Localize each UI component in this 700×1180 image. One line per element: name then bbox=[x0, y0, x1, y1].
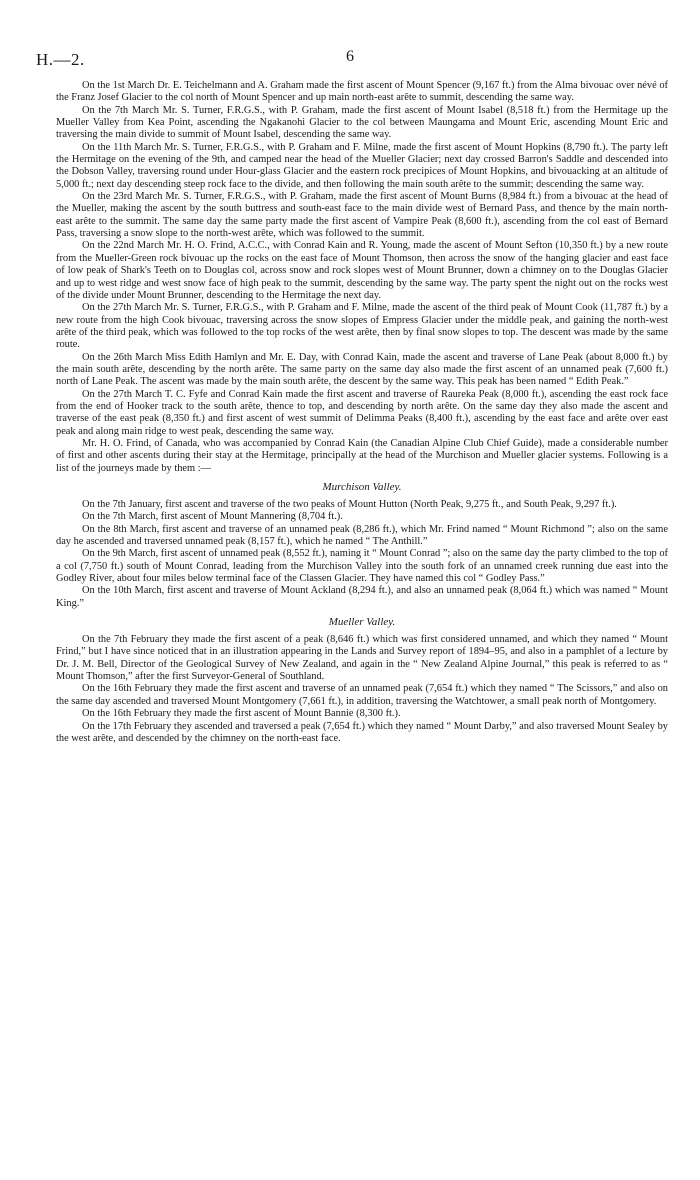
paragraph: On the 16th February they made the first ascent and traverse of an unnamed peak (7,654 ft.) which they named “ The Scissors,” and also on the same day ascended and traversed Mount Montgomery (7,661 ft.), in addition, traversing the Watchtower, a small peak north of Montgomery. bbox=[56, 683, 668, 707]
paragraph: On the 1st March Dr. E. Teichelmann and A. Graham made the first ascent of Mount Spencer (9,167 ft.) from the Alma bivouac over névé of the Franz Josef Glacier to the col north of Mount Spencer and up main north-east arête to summit, descending the same way. bbox=[56, 80, 668, 104]
paragraph: On the 9th March, first ascent of unnamed peak (8,552 ft.), naming it “ Mount Conrad ”; also on the same day the party climbed to the top of a col (7,750 ft.) south of Mount Conrad, leading from the Murchison Valley into the south fork of an unnamed creek running due east into the Godley River, about four miles below terminal face of the Classen Glacier. They have named this col “ Godley Pass.” bbox=[56, 548, 668, 585]
section-heading: Murchison Valley. bbox=[322, 481, 402, 493]
paragraph: Mr. H. O. Frind, of Canada, who was accompanied by Conrad Kain (the Canadian Alpine Club Chief Guide), made a considerable number of first and other ascents during their stay at the Hermitage, principally at the head of the Murchison and Mueller glacier systems. Following is a list of the journeys made by them :— bbox=[56, 437, 668, 474]
paragraph: On the 8th March, first ascent and traverse of an unnamed peak (8,286 ft.), which Mr. Frind named “ Mount Richmond ”; also on the same day he ascended and traversed unnamed peak (8,157 ft.), which he named “ The Anthill.” bbox=[56, 523, 668, 548]
paragraph: On the 7th March Mr. S. Turner, F.R.G.S., with P. Graham, made the first ascent of Mount Isabel (8,518 ft.) from the Hermitage up the Mueller Valley from Kea Point, ascending the Ngakanohi Glacier to the col between Maungama and Mount Eric, ascending Mount Eric and traversing the main divide to summit of Mount Isabel, descending the same way. bbox=[56, 104, 668, 141]
paragraph: On the 27th March Mr. S. Turner, F.R.G.S., with P. Graham and F. Milne, made the ascent of the third peak of Mount Cook (11,787 ft.) by a new route from the high Cook bivouac, traversing across the snow slopes of Empress Glacier under the middle peak, and gaining the north-west arête of the third peak, which was followed to the top rocks of the west arête, then by final snow slopes to top. The descent was made by the same route. bbox=[56, 302, 668, 351]
paragraph: On the 7th February they made the first ascent of a peak (8,646 ft.) which was first considered unnamed, and which they named “ Mount Frind,” but I have since noticed that in an illustration appearing in the Lands and Survey report of 1894–95, and also in a pamphlet of a lecture by Dr. J. M. Bell, Director of the Geological Survey of New Zealand, and again in the “ New Zealand Alpine Journal,” this peak is referred to as “ Mount Thomson,” after the first Surveyor-General of Southland. bbox=[56, 634, 668, 683]
document-body bbox=[56, 80, 668, 745]
paragraph: On the 27th March T. C. Fyfe and Conrad Kain made the first ascent and traverse of Raureka Peak (8,000 ft.), ascending the east rock face from the end of Hooker track to the south arête, thence to top, and descending by north arête. On the same day they also made the ascent and traverse of the east peak (8,350 ft.) and first ascent of west summit of Delimma Peaks (8,400 ft.), ascending by the east face and arête over east peak and along main ridge to west peak, descending the same way. bbox=[56, 388, 668, 437]
intro-block bbox=[56, 80, 668, 475]
page-number: 6 bbox=[346, 48, 354, 65]
paragraph: On the 16th February they made the first ascent of Mount Bannie (8,300 ft.). bbox=[82, 708, 401, 720]
paragraph: On the 26th March Miss Edith Hamlyn and Mr. E. Day, with Conrad Kain, made the ascent and traverse of Lane Peak (about 8,000 ft.) by the main south arête, descending by the north arête. The same party on the same day also made the first ascent of an unnamed peak (7,600 ft.) north of Lane Peak. The ascent was made by the main south arête, the descent by the same way. This peak has been named “ Edith Peak.” bbox=[56, 351, 668, 388]
section-heading: Mueller Valley. bbox=[328, 616, 396, 629]
document-reference: H.—2. bbox=[36, 50, 85, 69]
paragraph: On the 11th March Mr. S. Turner, F.R.G.S., with P. Graham and F. Milne, made the first ascent of Mount Hopkins (8,790 ft.). The party left the Hermitage on the evening of the 9th, and camped near the head of the Mueller Glacier; next day crossed Barron's Saddle and descended into the Dobson Valley, traversing round under Hour-glass Glacier and the eastern rock precipices of Mount Hopkins, and bivouacking at an altitude of 5,000 ft.; next day descending steep rock face to the divide, and then following the main south arête to the summit; descending the same way. bbox=[56, 141, 668, 190]
section-murchison-valley bbox=[56, 481, 668, 610]
paragraph: On the 7th March, first ascent of Mount Mannering (8,704 ft.). bbox=[82, 511, 343, 523]
paragraph: On the 7th January, first ascent and traverse of the two peaks of Mount Hutton (North Peak, 9,275 ft., and South Peak, 9,297 ft.). bbox=[82, 499, 617, 510]
paragraph: On the 17th February they ascended and traversed a peak (7,654 ft.) which they named “ Mount Darby,” and also traversed Mount Sealey by the west arête, and descended by the chimney on the north-east face. bbox=[56, 720, 668, 744]
paragraph: On the 23rd March Mr. S. Turner, F.R.G.S., with P. Graham, made the first ascent of Mount Burns (8,984 ft.) from a bivouac at the head of the Mueller, making the ascent by the south buttress and south-east face to the main divide west of Bernard Pass, and thence by the main north-east arête to the summit. The same day the same party made the first ascent of Vampire Peak (8,600 ft.), ascending from the col east of Bernard Pass, traversing a snow slope to the north-west arête, which was followed to the summit. bbox=[56, 191, 668, 240]
paragraph: On the 10th March, first ascent and traverse of Mount Ackland (8,294 ft.), and also an unnamed peak (8,064 ft.) which was named “ Mount King.” bbox=[56, 585, 668, 609]
section-mueller-valley bbox=[56, 616, 668, 745]
paragraph: On the 22nd March Mr. H. O. Frind, A.C.C., with Conrad Kain and R. Young, made the ascent of Mount Sefton (10,350 ft.) by a new route from the Mueller-Green rock bivouac up the rocks on the east face of Mount Thomson, then across the snow of the hanging glacier and east face of low peak of Shark's Teeth on to Douglas col, across snow and rock slopes west of Mount Brunner, down a chimney on to the Douglas Glacier and up to west ridge and west snow face of high peak to the summit, descending by the same way. The party spent the night out on the rocks west of the divide under Mount Brunner, descending to the Hermitage the next day. bbox=[56, 240, 668, 301]
